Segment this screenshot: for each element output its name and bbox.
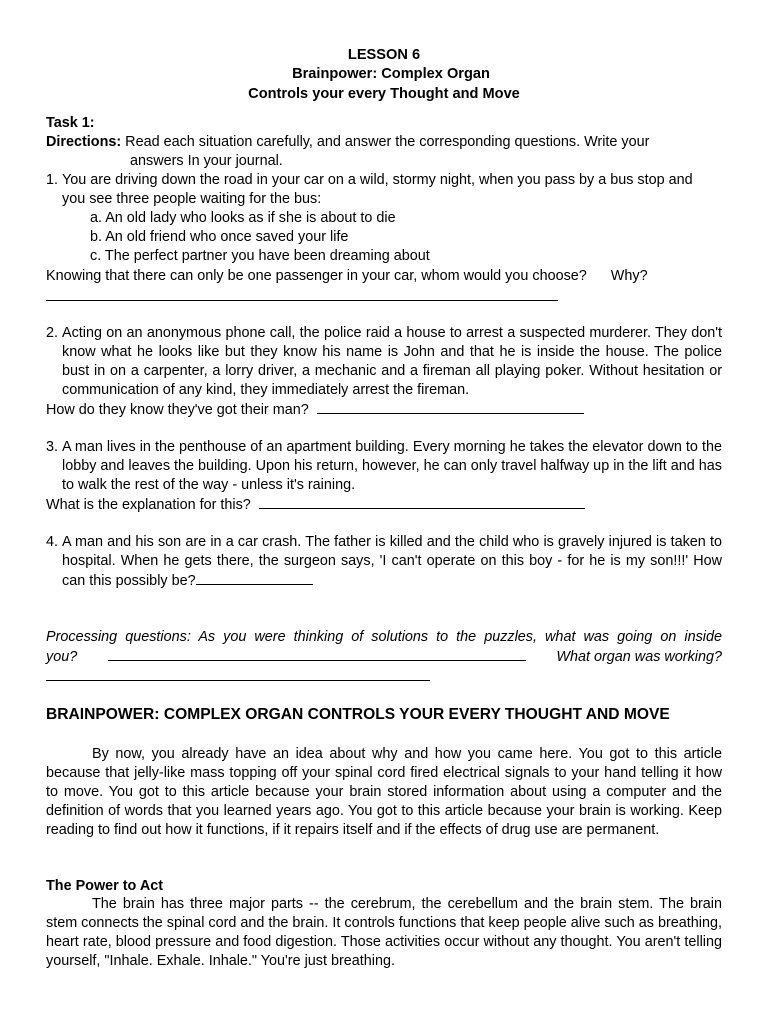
option-b: b. An old friend who once saved your life	[90, 229, 349, 245]
question-3-number: 3.	[46, 439, 59, 455]
article-paragraph-2	[46, 895, 722, 971]
lesson-number: LESSON 6	[347, 47, 421, 63]
question-4-text: A man and his son are in a car crash. The father is killed and the child who is gravely injured is taken to hospital. When he gets there, the surgeon says, 'I can't operate on this boy - for he is my son!!!' How can this possibly be?	[62, 534, 722, 589]
option-a: a. An old lady who looks as if she is about to die	[90, 210, 396, 226]
answer-line-4[interactable]	[196, 571, 313, 585]
question-2-text: Acting on an anonymous phone call, the police raid a house to arrest a suspected murderer. They don't know what he looks like but they know his name is John and that he is inside the house. The police bust in on a carpenter, a lorry driver, a mechanic and a fireman all playing poker. Without hesitation or communication of any kind, they immediately arrest the fireman.	[62, 325, 722, 398]
lesson-title: Controls your every Thought and Move	[248, 86, 520, 102]
question-1-question: Knowing that there can only be one passenger in your car, whom would you choose?	[46, 268, 587, 284]
question-1	[46, 171, 722, 266]
article-paragraph-1	[46, 745, 722, 840]
directions-label: Directions:	[46, 134, 122, 150]
question-1-why: Why?	[610, 268, 648, 284]
question-3	[46, 438, 722, 495]
answer-line-6[interactable]	[46, 680, 430, 681]
answer-line-2[interactable]	[317, 400, 584, 414]
question-1-line-1: You are driving down the road in your car on a wild, stormy night, when you pass by a bus stop and	[62, 172, 693, 188]
processing-line-1: Processing questions: As you were thinking of solutions to the puzzles, what was going on inside	[46, 629, 722, 645]
question-3-question: What is the explanation for this?	[46, 497, 251, 513]
answer-line-1[interactable]	[46, 300, 558, 301]
processing-you: you?	[46, 649, 78, 665]
option-c: c. The perfect partner you have been dreaming about	[90, 248, 430, 264]
section-title: The Power to Act	[46, 878, 164, 894]
directions	[46, 133, 722, 171]
question-2-number: 2.	[46, 325, 59, 341]
question-2-prompt	[46, 400, 722, 420]
article-heading: BRAINPOWER: COMPLEX ORGAN CONTROLS YOUR EVERY THOUGHT AND MOVE	[46, 706, 670, 723]
question-3-prompt	[46, 495, 722, 515]
directions-text-2: answers In your journal.	[130, 153, 283, 169]
processing-questions	[46, 628, 722, 667]
question-4-number: 4.	[46, 534, 59, 550]
question-1-line-2: you see three people waiting for the bus:	[62, 191, 322, 207]
processing-organ-question: What organ was working?	[556, 649, 722, 665]
question-2	[46, 324, 722, 400]
article-paragraph-1-text: By now, you already have an idea about why and how you came here. You got to this article because that jelly-like mass topping off your spinal cord fired electrical signals to your hand telling it how to move. You got to this article because your brain stored information about using a computer and the definition of words that you learned years ago. You got to this article because your brain is working. Keep reading to find out how it functions, if it repairs itself and if the effects of drug use are permanent.	[46, 746, 722, 838]
task-label: Task 1:	[46, 115, 95, 131]
answer-line-3[interactable]	[259, 495, 585, 509]
question-4	[46, 533, 722, 591]
article-paragraph-2-text: The brain has three major parts -- the cerebrum, the cerebellum and the brain stem. The brain stem connects the spinal cord and the brain. It controls functions that keep people alive such as breathing, heart rate, blood pressure and food digestion. Those activities occur without any thought. You aren't telling yourself, "Inhale. Exhale. Inhale." You're just breathing.	[46, 896, 722, 969]
question-1-prompt	[46, 267, 722, 286]
question-3-text: A man lives in the penthouse of an apartment building. Every morning he takes the elevator down to the lobby and leaves the building. Upon his return, however, he can only travel halfway up in the lift and has to walk the rest of the way - unless it's raining.	[62, 439, 722, 493]
lesson-subtitle: Brainpower: Complex Organ	[292, 66, 490, 82]
answer-line-5[interactable]	[108, 647, 526, 661]
question-1-number: 1.	[46, 172, 59, 188]
question-2-question: How do they know they've got their man?	[46, 402, 309, 418]
directions-text: Read each situation carefully, and answer the corresponding questions. Write your	[125, 134, 650, 150]
